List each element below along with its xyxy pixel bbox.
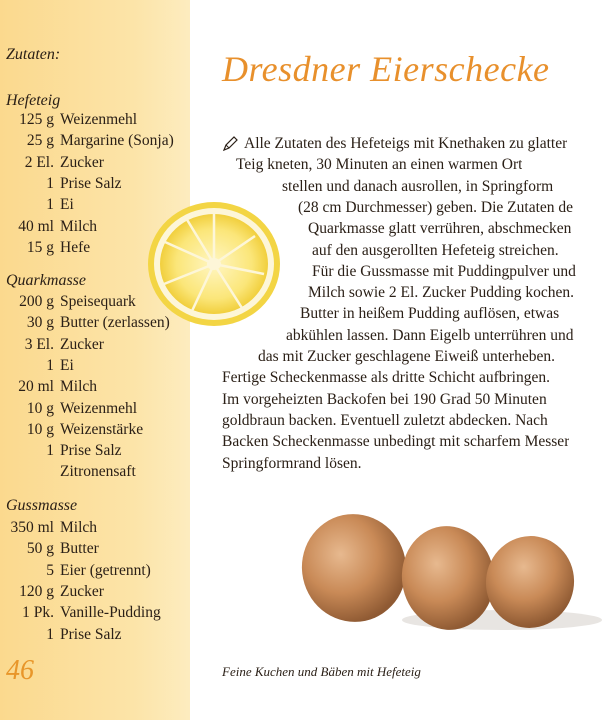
eggs-image: [292, 508, 606, 634]
instruction-line: Springformrand lösen.: [222, 454, 362, 472]
instruction-line: Milch sowie 2 El. Zucker Pudding kochen.: [308, 284, 575, 302]
ingredient-name: Margarine (Sonja): [60, 132, 174, 150]
instruction-line: Für die Gussmasse mit Puddingpulver und: [312, 262, 576, 280]
ingredient-quantity: 1: [46, 356, 54, 374]
instruction-line: Im vorgeheizten Backofen bei 190 Grad 50 Minuten: [222, 390, 547, 408]
ingredients-sidebar: [0, 0, 190, 720]
section-heading: Hefeteig: [6, 92, 61, 109]
instruction-line: stellen und danach ausrollen, in Springform: [282, 177, 554, 195]
ingredients-heading: Zutaten:: [6, 46, 61, 63]
ingredient-name: Milch: [60, 217, 98, 235]
instruction-line: Quarkmasse glatt verrühren, abschmecken: [308, 220, 572, 238]
instruction-line: auf den ausgerollten Hefeteig streichen.: [312, 241, 559, 259]
ingredient-name: Prise Salz: [60, 442, 122, 460]
ingredient-name: Vanille-Pudding: [60, 604, 161, 622]
ingredient-quantity: 50 g: [26, 540, 54, 558]
section-heading: Gussmasse: [6, 497, 78, 514]
ingredient-quantity: 125 g: [19, 111, 54, 128]
page-number: 46: [6, 655, 34, 686]
page-footer: Feine Kuchen und Bäben mit Hefeteig: [222, 664, 421, 679]
instruction-line: Teig kneten, 30 Minuten an einen warmen Ort: [236, 156, 523, 174]
instruction-line: Backen Scheckenmasse unbedingt mit scharfem Messer: [222, 433, 570, 451]
ingredient-quantity: 200 g: [19, 293, 54, 310]
instruction-line: Alle Zutaten des Hefeteigs mit Knethaken zu glatter: [244, 135, 568, 152]
ingredient-quantity: 1: [46, 442, 54, 460]
ingredient-quantity: 120 g: [19, 582, 54, 600]
pen-icon: [222, 136, 238, 152]
ingredient-name: Prise Salz: [60, 174, 122, 192]
ingredient-quantity: 15 g: [26, 238, 54, 256]
instruction-line: Fertige Scheckenmasse als dritte Schicht aufbringen.: [222, 369, 550, 387]
ingredient-name: Milch: [60, 378, 98, 396]
ingredient-name: Zucker: [60, 335, 104, 353]
ingredient-name: Eier (getrennt): [60, 561, 151, 579]
ingredient-quantity: 5: [46, 561, 54, 579]
ingredient-name: Ei: [60, 356, 74, 374]
ingredient-name: Butter: [60, 540, 99, 558]
ingredient-quantity: 20 ml: [18, 378, 54, 396]
ingredient-quantity: 1: [46, 196, 54, 214]
ingredient-quantity: 30 g: [26, 314, 54, 332]
ingredient-quantity: 1: [46, 174, 54, 192]
ingredient-name: Weizenstärke: [60, 420, 144, 438]
instruction-line: abkühlen lassen. Dann Eigelb unterrühren und: [286, 326, 574, 344]
instruction-line: (28 cm Durchmesser) geben. Die Zutaten de: [298, 198, 574, 216]
ingredient-name: Butter (zerlassen): [60, 314, 170, 332]
ingredient-quantity: 25 g: [26, 132, 54, 150]
ingredient-quantity: 10 g: [26, 420, 54, 438]
ingredient-quantity: 350 ml: [10, 519, 54, 536]
ingredient-quantity: 3 El.: [24, 335, 54, 353]
ingredient-name: Ei: [60, 196, 74, 214]
ingredient-name: Speisequark: [60, 293, 136, 310]
section-heading: Quarkmasse: [6, 272, 86, 289]
ingredient-quantity: 1: [46, 625, 54, 643]
ingredient-name: Hefe: [60, 238, 91, 256]
ingredient-name: Prise Salz: [60, 625, 122, 643]
ingredient-name: Zucker: [60, 582, 104, 600]
ingredient-quantity: 1 Pk.: [22, 604, 54, 622]
ingredient-name: Zitronensaft: [60, 463, 136, 481]
ingredient-name: Milch: [60, 519, 98, 536]
recipe-title: Dresdner Eierschecke: [222, 49, 550, 89]
lemon-slice-image: [142, 196, 282, 330]
ingredient-name: Weizenmehl: [60, 399, 138, 417]
instruction-line: Butter in heißem Pudding auflösen, etwas: [300, 305, 560, 323]
ingredient-quantity: 2 El.: [24, 153, 54, 171]
ingredient-quantity: 10 g: [26, 399, 54, 417]
ingredient-quantity: 40 ml: [18, 217, 54, 235]
ingredient-name: Weizenmehl: [60, 111, 138, 128]
ingredient-name: Zucker: [60, 153, 104, 171]
instruction-line: goldbraun backen. Eventuell zuletzt abdecken. Nach: [222, 411, 548, 429]
instruction-line: das mit Zucker geschlagene Eiweiß unterheben.: [258, 348, 555, 365]
